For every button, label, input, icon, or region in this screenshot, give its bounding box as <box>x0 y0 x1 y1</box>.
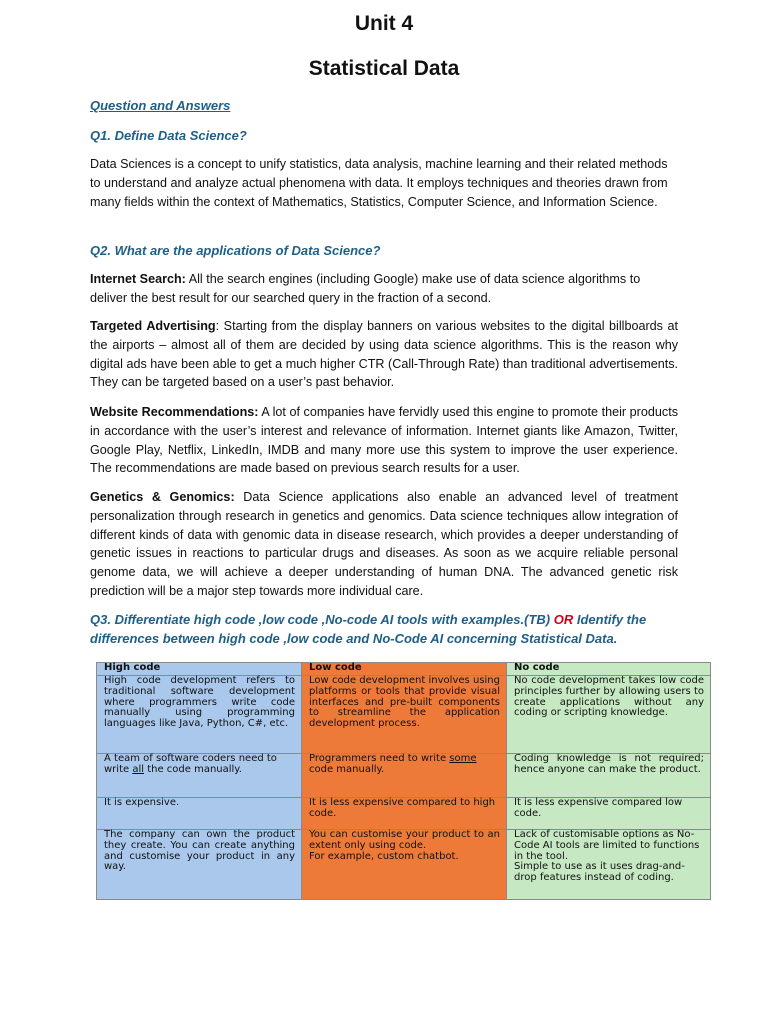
comparison-table <box>96 662 711 900</box>
table-header-row <box>97 663 711 676</box>
table-row <box>97 754 711 798</box>
q3-question <box>90 611 668 648</box>
cell-text: Lack of customisable options as No-Code AI tools are limited to functions in the tool. <box>514 829 700 862</box>
table-cell: The company can own the product they create. You can create anything and customise your product in any way. <box>97 830 302 900</box>
application-website-recommendations <box>90 403 678 478</box>
q1-answer: Data Sciences is a concept to unify statistics, data analysis, machine learning and their related methods to understand and analyze actual phenomena with data. It employs techniques and theories drawn from many fields within the context of Mathematics, Statistics, Computer Science, and Information Science. <box>90 157 668 209</box>
table-cell <box>97 754 302 798</box>
cell-text: code manually. <box>309 763 385 775</box>
q1-question: Q1. Define Data Science? <box>90 128 247 143</box>
table-cell: Low code development involves using platforms or tools that provide visual interfaces and pre-built components to streamline the application development process. <box>302 676 507 754</box>
table-cell: It is expensive. <box>97 798 302 830</box>
section-heading: Question and Answers <box>90 98 231 113</box>
header-no-code: No code <box>507 663 711 676</box>
table-cell: It is less expensive compared low code. <box>507 798 711 830</box>
application-term: Targeted Advertising <box>90 319 216 333</box>
cell-text: Programmers need to write <box>309 753 450 764</box>
q3-question-part1: Q3. Differentiate high code ,low code ,No-code AI tools with examples.(TB) <box>90 612 554 627</box>
table-cell <box>302 754 507 798</box>
table-row <box>97 798 711 830</box>
cell-text: You can customise your product to an extent only using code. <box>309 829 500 851</box>
table-cell: No code development takes low code principles further by allowing users to create applications without any coding or scripting knowledge. <box>507 676 711 754</box>
application-text: Data Science applications also enable an advanced level of treatment personalization through research in genetics and genomics. Data science techniques allow integration of different kinds of data with genomic data in disease research, which provides a deeper understanding of genetic issues in reactions to particular drugs and diseases. As soon as we acquire reliable personal genome data, we will achieve a deeper understanding of human DNA. The advanced genetic risk prediction will be a major step towards more individual care. <box>90 490 678 598</box>
application-text: All the search engines (including Google) make use of data science algorithms to deliver the best result for our searched query in the fraction of a second. <box>90 272 641 305</box>
application-genetics-genomics <box>90 488 678 601</box>
application-text: : Starting from the display banners on various websites to the digital billboards at the airports – almost all of them are decided by using data science algorithms. This is the reason why digital ads have been able to get a much higher CTR (Call-Through Rate) than traditional advertisements. They can be targeted based on a user’s past behavior. <box>90 319 678 390</box>
application-internet-search <box>90 270 678 308</box>
cell-underlined-text: all <box>132 763 145 775</box>
q3-or-text: OR <box>553 612 574 627</box>
application-targeted-advertising <box>90 317 678 392</box>
cell-text: A team of software coders need to write <box>104 753 277 775</box>
comparison-table-wrapper <box>96 662 704 900</box>
application-text: A lot of companies have fervidly used this engine to promote their products in accordance with the user’s interest and relevance of information. Internet giants like Amazon, Twitter, Google Play, Netflix, LinkedIn, IMDB and many more use this system to improve the user experience. The recommendations are made based on previous search results for a user. <box>90 405 678 476</box>
table-cell: Coding knowledge is not required; hence anyone can make the product. <box>507 754 711 798</box>
application-term: Genetics & Genomics: <box>90 490 235 504</box>
table-cell: It is less expensive compared to high code. <box>302 798 507 830</box>
application-term: Internet Search: <box>90 272 186 286</box>
table-cell <box>507 830 711 900</box>
table-row <box>97 830 711 900</box>
table-cell: High code development refers to traditional software development where programmers write code manually using programming languages like Java, Python, C#, etc. <box>97 676 302 754</box>
q2-question: Q2. What are the applications of Data Science? <box>90 243 381 258</box>
cell-underlined-text: some <box>449 753 477 764</box>
subject-title: Statistical Data <box>308 57 460 80</box>
table-row <box>97 676 711 754</box>
header-high-code: High code <box>97 663 302 676</box>
application-term: Website Recommendations: <box>90 405 259 419</box>
cell-text: the code manually. <box>144 763 242 775</box>
table-cell <box>302 830 507 900</box>
cell-text: For example, custom chatbot. <box>309 850 459 862</box>
cell-text: Simple to use as it uses drag-and-drop features instead of coding. <box>514 861 685 884</box>
header-low-code: Low code <box>302 663 507 676</box>
unit-title: Unit 4 <box>354 12 414 35</box>
q3-question-part2: Identify the differences between high code ,low code and No-Code AI concerning Statistical Data. <box>90 612 647 646</box>
